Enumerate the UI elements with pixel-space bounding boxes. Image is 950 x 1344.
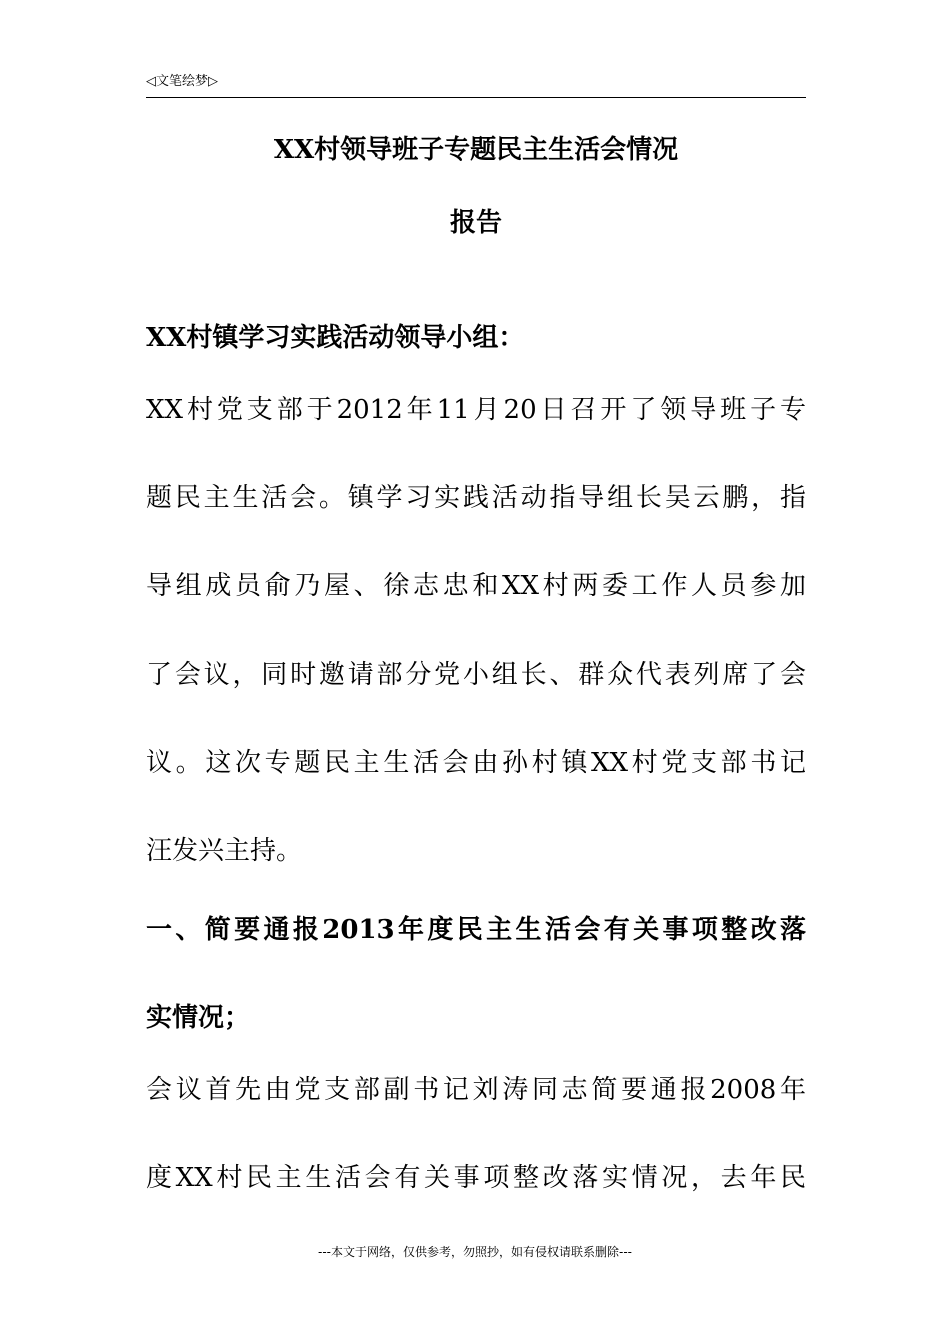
header-brand: ◁文笔绘梦▷ bbox=[146, 74, 218, 89]
paragraph-1-line-5: 议。这次专题民主生活会由孙村镇XX村党支部书记 bbox=[146, 748, 806, 778]
paragraph-1-line-4: 了会议，同时邀请部分党小组长、群众代表列席了会 bbox=[146, 660, 806, 690]
salutation: XX村镇学习实践活动领导小组： bbox=[146, 323, 525, 353]
header-divider bbox=[146, 97, 806, 98]
section-1-heading-line-2: 实情况； bbox=[146, 1003, 251, 1033]
footer-disclaimer: ---本文于网络，仅供参考，勿照抄，如有侵权请联系删除--- bbox=[318, 1245, 632, 1259]
paragraph-1-line-1: XX村党支部于2012年11月20日召开了领导班子专 bbox=[146, 395, 806, 425]
paragraph-2-line-1: 会议首先由党支部副书记刘涛同志简要通报2008年 bbox=[146, 1075, 806, 1105]
paragraph-1-line-3: 导组成员俞乃屋、徐志忠和XX村两委工作人员参加 bbox=[146, 571, 806, 601]
document-title-line-1: XX村领导班子专题民主生活会情况 bbox=[273, 135, 679, 165]
document-title-line-2: 报告 bbox=[449, 208, 502, 238]
paragraph-1-line-2: 题民主生活会。镇学习实践活动指导组长吴云鹏，指 bbox=[146, 483, 806, 513]
paragraph-1-line-6: 汪发兴主持。 bbox=[146, 836, 303, 866]
section-1-heading-line-1: 一、简要通报2013年度民主生活会有关事项整改落 bbox=[146, 915, 806, 945]
paragraph-2-line-2: 度XX村民主生活会有关事项整改落实情况，去年民 bbox=[146, 1163, 806, 1193]
